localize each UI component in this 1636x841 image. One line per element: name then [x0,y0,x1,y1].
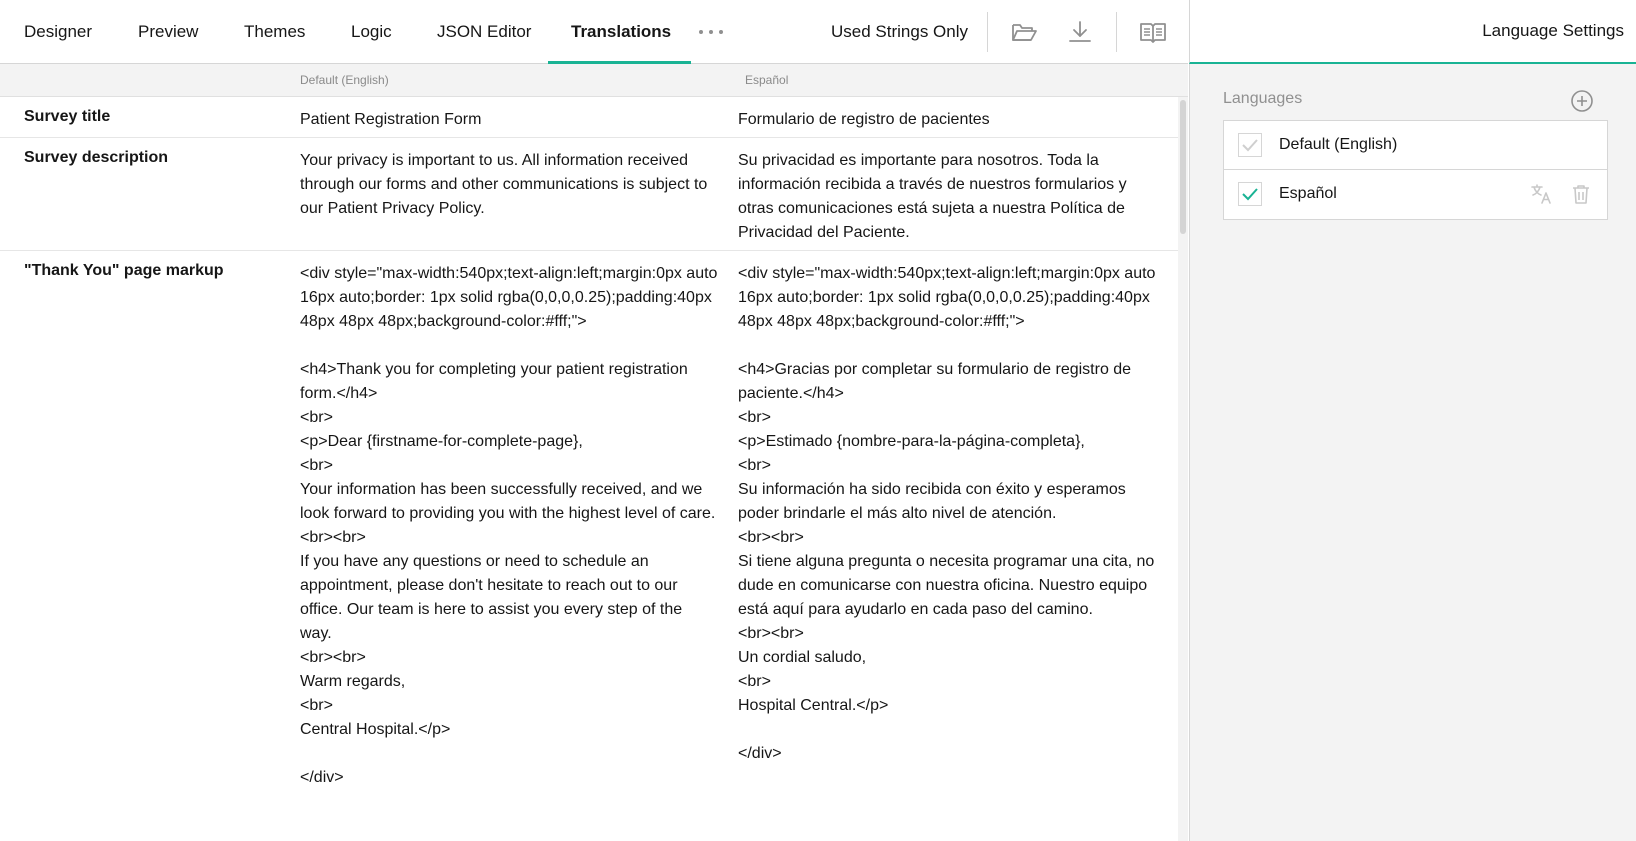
translate-icon[interactable] [1530,182,1554,206]
side-panel-header [1189,0,1636,64]
translations-table [0,64,1188,841]
toolbar-divider [1116,12,1117,52]
default-text-cell: Your privacy is important to us. All information received through our forms and other communications is subject to our Patient Privacy Policy. [300,152,712,217]
languages-title: Languages [1223,90,1303,107]
more-horizontal-icon[interactable] [699,22,723,42]
table-row [0,251,1178,841]
language-name: Default (English) [1279,136,1398,153]
list-item [1224,121,1607,170]
default-text-cell: Patient Registration Form [300,111,482,128]
toolbar-divider [987,12,988,52]
language-checkbox-spanish[interactable] [1238,182,1262,206]
add-circle-icon[interactable] [1570,89,1594,113]
book-icon[interactable] [1138,17,1168,47]
row-label: Survey title [24,108,111,125]
tab-logic[interactable]: Logic [351,22,392,41]
tab-json-editor[interactable]: JSON Editor [437,22,532,41]
used-strings-only-button[interactable]: Used Strings Only [831,22,968,41]
column-header-default: Default (English) [300,73,389,87]
trash-icon[interactable] [1569,182,1593,206]
scrollbar-thumb[interactable] [1180,100,1186,234]
editor-tab-bar [0,0,1188,64]
language-settings-panel [1189,64,1636,841]
column-header-target: Español [745,73,789,87]
table-row [0,97,1178,138]
table-column-headers [0,64,1188,97]
download-icon[interactable] [1065,17,1095,47]
language-list [1223,120,1608,220]
list-item [1224,170,1607,219]
table-row [0,138,1178,251]
tab-designer[interactable]: Designer [24,22,93,41]
translation-input[interactable]: Formulario de registro de pacientes [738,111,990,128]
translation-input[interactable]: Su privacidad es importante para nosotros. Toda la información recibida a través de nuestros formularios y otras comunicaciones está sujeta a nuestra Política de Privacidad del Paciente. [738,152,1132,241]
row-label: Survey description [24,149,169,166]
default-text-cell: <div style="max-width:540px;text-align:left;margin:0px auto 16px auto;border: 1px solid rgba(0,0,0,0.25);padding:40px 48px 48px 48px;background-color:#fff;"> <h4>Thank you for completing your patient registration form.</h4> <br> <p>Dear {firstname-for-complete-page}, <br> Your information has been successfully received, and we look forward to providing you with the highest level of care. <br><br> If you have any questions or need to schedule an appointment, please don't hesitate to reach out to our office. Our team is here to assist you every step of the way. <br><br> Warm regards, <br> Central Hospital.</p> </div> [300,265,718,786]
language-checkbox-default [1238,133,1262,157]
language-name: Español [1279,185,1337,202]
translation-input[interactable]: <div style="max-width:540px;text-align:left;margin:0px auto 16px auto;border: 1px solid rgba(0,0,0,0.25);padding:40px 48px 48px 48px;background-color:#fff;"> <h4>Gracias por completar su formulario de registro de paciente.</h4> <br> <p>Estimado {nombre-para-la-página-completa}, <br> Su información ha sido recibida con éxito y esperamos poder brindarle el más alto nivel de atención. <br><br> Si tiene alguna pregunta o necesita programar una cita, no dude en comunicarse con nuestra oficina. Nuestro equipo está aquí para ayudarlo en cada paso del camino. <br><br> Un cordial saludo, <br> Hospital Central.</p> </div> [738,265,1156,762]
top-toolbar [0,0,1636,64]
tab-themes[interactable]: Themes [244,22,306,41]
language-settings-title: Language Settings [1482,21,1624,40]
row-label: "Thank You" page markup [24,262,224,279]
folder-open-icon[interactable] [1009,17,1039,47]
tab-preview[interactable]: Preview [138,22,199,41]
tab-translations[interactable]: Translations [571,22,672,41]
